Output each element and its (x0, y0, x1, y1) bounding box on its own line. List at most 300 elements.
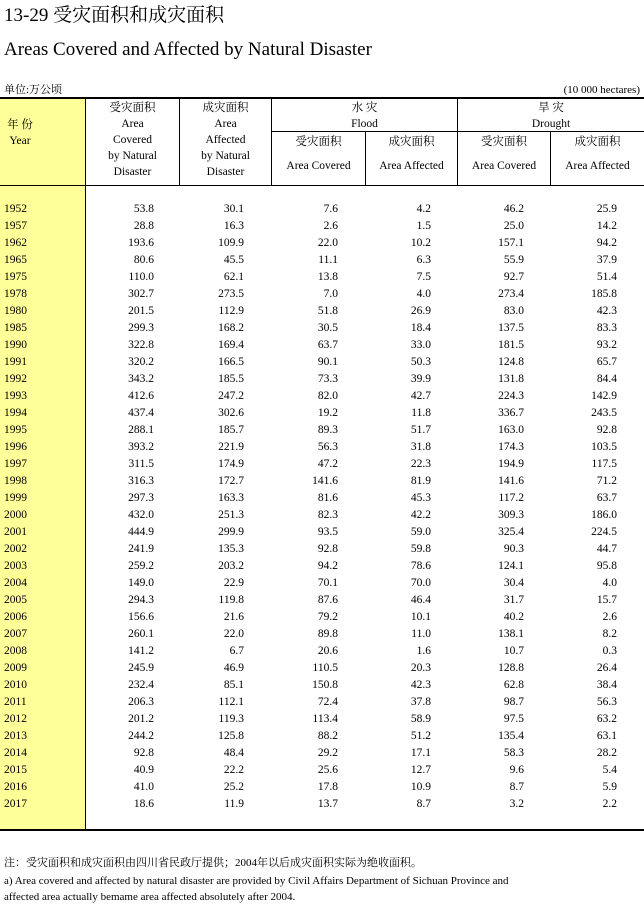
drought-covered-cell: 138.1 (498, 628, 524, 640)
drought-affected-cell: 83.3 (596, 322, 617, 334)
area-affected-cell: 166.5 (218, 356, 244, 368)
disaster-area-table (0, 97, 644, 831)
area-covered-cell: 444.9 (128, 526, 154, 538)
area-affected-cell: 45.5 (223, 254, 244, 266)
drought-affected-cell: 14.2 (596, 220, 617, 232)
flood-affected-cell: 39.9 (410, 373, 431, 385)
year-cell: 1998 (4, 475, 27, 487)
flood-affected-cell: 4.0 (416, 288, 431, 300)
flood-affected-cell: 78.6 (410, 560, 431, 572)
table-row (0, 456, 644, 473)
area-affected-cell: 299.9 (218, 526, 244, 538)
area-affected-cell: 22.0 (223, 628, 244, 640)
year-cell: 1980 (4, 305, 27, 317)
area-covered-cell: 245.9 (128, 662, 154, 674)
area-affected-cell: 169.4 (218, 339, 244, 351)
area-covered-cell: 28.8 (133, 220, 154, 232)
flood-affected-cell: 4.2 (416, 203, 431, 215)
area-affected-cell: 302.6 (218, 407, 244, 419)
area-covered-cell: 18.6 (133, 798, 154, 810)
drought-covered-cell: 46.2 (503, 203, 524, 215)
table-row (0, 694, 644, 711)
area-affected-cell: 221.9 (218, 441, 244, 453)
area-covered-cell: 297.3 (128, 492, 154, 504)
year-cell: 2004 (4, 577, 27, 589)
flood-affected-cell: 58.9 (410, 713, 431, 725)
year-cell: 2002 (4, 543, 27, 555)
flood-affected-cell: 26.9 (410, 305, 431, 317)
drought-covered-cell: 309.3 (498, 509, 524, 521)
drought-affected-cell: 51.4 (596, 271, 617, 283)
table-row (0, 558, 644, 575)
table-row (0, 235, 644, 252)
unit-label-chinese: 单位:万公顷 (4, 84, 63, 96)
table-row (0, 779, 644, 796)
area-covered-cell: 110.0 (128, 271, 154, 283)
table-top-rule (0, 97, 644, 99)
area-affected-cell: 203.2 (218, 560, 244, 572)
area-covered-cell: 412.6 (128, 390, 154, 402)
table-row (0, 473, 644, 490)
area-covered-cell: 40.9 (133, 764, 154, 776)
flood-covered-cell: 82.0 (317, 390, 338, 402)
year-cell: 2014 (4, 747, 27, 759)
table-body (0, 201, 644, 813)
drought-affected-cell: 224.5 (591, 526, 617, 538)
area-covered-cell: 201.2 (128, 713, 154, 725)
area-affected-cell: 119.8 (218, 594, 244, 606)
drought-covered-cell: 90.3 (503, 543, 524, 555)
drought-covered-cell: 40.2 (503, 611, 524, 623)
drought-affected-cell: 38.4 (596, 679, 617, 691)
flood-covered-cell: 29.2 (317, 747, 338, 759)
drought-covered-cell: 273.4 (498, 288, 524, 300)
flood-affected-cell: 59.0 (410, 526, 431, 538)
drought-covered-cell: 157.1 (498, 237, 524, 249)
area-covered-cell: 302.7 (128, 288, 154, 300)
year-cell: 2000 (4, 509, 27, 521)
year-cell: 1985 (4, 322, 27, 334)
table-row (0, 269, 644, 286)
table-row (0, 677, 644, 694)
drought-affected-cell: 42.3 (596, 305, 617, 317)
flood-covered-cell: 2.6 (323, 220, 338, 232)
drought-affected-cell: 63.7 (596, 492, 617, 504)
area-covered-cell: 322.8 (128, 339, 154, 351)
area-covered-cell: 259.2 (128, 560, 154, 572)
year-cell: 2011 (4, 696, 27, 708)
year-cell: 2005 (4, 594, 27, 606)
table-row (0, 252, 644, 269)
area-covered-cell: 311.5 (128, 458, 154, 470)
area-affected-cell: 112.1 (218, 696, 244, 708)
flood-covered-cell: 79.2 (317, 611, 338, 623)
flood-affected-cell: 11.8 (411, 407, 431, 419)
drought-covered-cell: 55.9 (503, 254, 524, 266)
header-drought: 旱 灾 Drought (531, 102, 571, 130)
flood-affected-cell: 17.1 (410, 747, 431, 759)
area-covered-cell: 437.4 (128, 407, 154, 419)
drought-affected-cell: 4.0 (602, 577, 617, 589)
area-covered-cell: 41.0 (133, 781, 154, 793)
area-covered-cell: 80.6 (133, 254, 154, 266)
table-row (0, 354, 644, 371)
flood-affected-cell: 70.0 (410, 577, 431, 589)
flood-covered-cell: 7.6 (323, 203, 338, 215)
flood-covered-cell: 150.8 (312, 679, 338, 691)
drought-affected-cell: 93.2 (596, 339, 617, 351)
area-affected-cell: 85.1 (223, 679, 244, 691)
table-row (0, 439, 644, 456)
area-affected-cell: 119.3 (218, 713, 244, 725)
drought-covered-cell: 62.8 (503, 679, 524, 691)
drought-affected-cell: 84.4 (596, 373, 617, 385)
year-cell: 1996 (4, 441, 27, 453)
table-row (0, 286, 644, 303)
drought-affected-cell: 25.9 (596, 203, 617, 215)
header-year: 年 份 Year (7, 119, 33, 147)
drought-covered-cell: 224.3 (498, 390, 524, 402)
area-affected-cell: 163.3 (218, 492, 244, 504)
page-title-chinese: 13-29 受灾面积和成灾面积 (4, 5, 225, 26)
area-covered-cell: 201.5 (128, 305, 154, 317)
table-row (0, 507, 644, 524)
table-row (0, 388, 644, 405)
drought-covered-cell: 92.7 (503, 271, 524, 283)
area-affected-cell: 30.1 (223, 203, 244, 215)
year-cell: 2012 (4, 713, 27, 725)
year-cell: 1994 (4, 407, 27, 419)
flood-covered-cell: 81.6 (317, 492, 338, 504)
area-affected-cell: 251.3 (218, 509, 244, 521)
flood-covered-cell: 70.1 (317, 577, 338, 589)
area-affected-cell: 168.2 (218, 322, 244, 334)
flood-affected-cell: 37.8 (410, 696, 431, 708)
flood-affected-cell: 51.2 (410, 730, 431, 742)
footnote-english-line-2: affected area actually bemame area affected absolutely after 2004. (4, 891, 296, 903)
area-covered-cell: 260.1 (128, 628, 154, 640)
area-covered-cell: 393.2 (128, 441, 154, 453)
flood-covered-cell: 20.6 (317, 645, 338, 657)
area-affected-cell: 21.6 (223, 611, 244, 623)
flood-covered-cell: 25.6 (317, 764, 338, 776)
drought-affected-cell: 95.8 (596, 560, 617, 572)
drought-covered-cell: 9.6 (509, 764, 524, 776)
area-affected-cell: 135.3 (218, 543, 244, 555)
area-affected-cell: 172.7 (218, 475, 244, 487)
area-covered-cell: 241.9 (128, 543, 154, 555)
flood-affected-cell: 8.7 (416, 798, 431, 810)
drought-affected-cell: 142.9 (591, 390, 617, 402)
year-cell: 1990 (4, 339, 27, 351)
drought-affected-cell: 103.5 (591, 441, 617, 453)
flood-affected-cell: 7.5 (416, 271, 431, 283)
year-cell: 1991 (4, 356, 27, 368)
drought-covered-cell: 135.4 (498, 730, 524, 742)
drought-affected-cell: 94.2 (596, 237, 617, 249)
flood-covered-cell: 73.3 (317, 373, 338, 385)
drought-covered-cell: 124.1 (498, 560, 524, 572)
flood-affected-cell: 6.3 (416, 254, 431, 266)
area-covered-cell: 206.3 (128, 696, 154, 708)
table-row (0, 660, 644, 677)
flood-affected-cell: 22.3 (410, 458, 431, 470)
area-affected-cell: 46.9 (223, 662, 244, 674)
year-cell: 1997 (4, 458, 27, 470)
drought-covered-cell: 30.4 (503, 577, 524, 589)
drought-affected-cell: 117.5 (591, 458, 617, 470)
area-covered-cell: 244.2 (128, 730, 154, 742)
flood-affected-cell: 20.3 (410, 662, 431, 674)
flood-affected-cell: 10.2 (410, 237, 431, 249)
drought-affected-cell: 56.3 (596, 696, 617, 708)
area-affected-cell: 11.9 (224, 798, 244, 810)
drought-affected-cell: 15.7 (596, 594, 617, 606)
year-cell: 2006 (4, 611, 27, 623)
year-cell: 2015 (4, 764, 27, 776)
table-row (0, 575, 644, 592)
flood-covered-cell: 30.5 (317, 322, 338, 334)
area-covered-cell: 156.6 (128, 611, 154, 623)
flood-affected-cell: 59.8 (410, 543, 431, 555)
year-cell: 2010 (4, 679, 27, 691)
year-cell: 1962 (4, 237, 27, 249)
table-row (0, 422, 644, 439)
flood-covered-cell: 56.3 (317, 441, 338, 453)
flood-affected-cell: 10.9 (410, 781, 431, 793)
header-area-covered: 受灾面积 Area Covered by Natural Disaster (108, 102, 157, 178)
area-covered-cell: 299.3 (128, 322, 154, 334)
table-row (0, 762, 644, 779)
area-affected-cell: 16.3 (223, 220, 244, 232)
drought-affected-cell: 8.2 (602, 628, 617, 640)
flood-covered-cell: 11.1 (318, 254, 338, 266)
flood-covered-cell: 94.2 (317, 560, 338, 572)
flood-covered-cell: 13.7 (317, 798, 338, 810)
area-affected-cell: 185.5 (218, 373, 244, 385)
flood-affected-cell: 81.9 (410, 475, 431, 487)
table-bottom-rule (0, 829, 644, 831)
drought-covered-cell: 325.4 (498, 526, 524, 538)
table-row (0, 609, 644, 626)
drought-covered-cell: 137.5 (498, 322, 524, 334)
drought-affected-cell: 185.8 (591, 288, 617, 300)
year-cell: 2003 (4, 560, 27, 572)
flood-covered-cell: 110.5 (312, 662, 338, 674)
flood-affected-cell: 42.2 (410, 509, 431, 521)
flood-covered-cell: 51.8 (317, 305, 338, 317)
flood-covered-cell: 93.5 (317, 526, 338, 538)
flood-covered-cell: 17.8 (317, 781, 338, 793)
drought-covered-cell: 174.3 (498, 441, 524, 453)
year-cell: 1952 (4, 203, 27, 215)
area-affected-cell: 273.5 (218, 288, 244, 300)
year-cell: 2009 (4, 662, 27, 674)
drought-affected-cell: 44.7 (596, 543, 617, 555)
flood-affected-cell: 12.7 (410, 764, 431, 776)
drought-affected-cell: 2.6 (602, 611, 617, 623)
year-cell: 1957 (4, 220, 27, 232)
flood-covered-cell: 92.8 (317, 543, 338, 555)
drought-affected-cell: 65.7 (596, 356, 617, 368)
drought-covered-cell: 336.7 (498, 407, 524, 419)
flood-affected-cell: 45.3 (410, 492, 431, 504)
area-covered-cell: 294.3 (128, 594, 154, 606)
drought-affected-cell: 2.2 (602, 798, 617, 810)
flood-covered-cell: 63.7 (317, 339, 338, 351)
year-cell: 2001 (4, 526, 27, 538)
area-covered-cell: 92.8 (133, 747, 154, 759)
drought-covered-cell: 98.7 (503, 696, 524, 708)
area-covered-cell: 141.2 (128, 645, 154, 657)
flood-covered-cell: 113.4 (312, 713, 338, 725)
table-row (0, 592, 644, 609)
drought-covered-cell: 181.5 (498, 339, 524, 351)
drought-covered-cell: 124.8 (498, 356, 524, 368)
table-row (0, 796, 644, 813)
flood-affected-cell: 46.4 (410, 594, 431, 606)
table-row (0, 405, 644, 422)
area-affected-cell: 109.9 (218, 237, 244, 249)
area-covered-cell: 316.3 (128, 475, 154, 487)
drought-covered-cell: 128.8 (498, 662, 524, 674)
table-row (0, 303, 644, 320)
flood-covered-cell: 88.2 (317, 730, 338, 742)
drought-covered-cell: 31.7 (503, 594, 524, 606)
table-row (0, 728, 644, 745)
drought-covered-cell: 97.5 (503, 713, 524, 725)
drought-affected-cell: 37.9 (596, 254, 617, 266)
flood-covered-cell: 47.2 (317, 458, 338, 470)
flood-covered-cell: 89.8 (317, 628, 338, 640)
table-row (0, 490, 644, 507)
drought-affected-cell: 92.8 (596, 424, 617, 436)
flood-covered-cell: 22.0 (317, 237, 338, 249)
flood-affected-cell: 51.7 (410, 424, 431, 436)
flood-affected-cell: 11.0 (411, 628, 431, 640)
drought-affected-cell: 28.2 (596, 747, 617, 759)
drought-covered-cell: 3.2 (509, 798, 524, 810)
table-row (0, 643, 644, 660)
drought-covered-cell: 25.0 (503, 220, 524, 232)
year-cell: 1975 (4, 271, 27, 283)
area-covered-cell: 320.2 (128, 356, 154, 368)
drought-covered-cell: 83.0 (503, 305, 524, 317)
drought-covered-cell: 131.8 (498, 373, 524, 385)
unit-label-english: (10 000 hectares) (563, 84, 640, 96)
area-affected-cell: 174.9 (218, 458, 244, 470)
area-covered-cell: 53.8 (133, 203, 154, 215)
area-covered-cell: 149.0 (128, 577, 154, 589)
drought-covered-cell: 194.9 (498, 458, 524, 470)
drought-affected-cell: 63.1 (596, 730, 617, 742)
drought-covered-cell: 58.3 (503, 747, 524, 759)
header-bottom-rule (0, 185, 644, 186)
table-row (0, 320, 644, 337)
table-row (0, 201, 644, 218)
area-affected-cell: 125.8 (218, 730, 244, 742)
year-cell: 1995 (4, 424, 27, 436)
flood-affected-cell: 42.3 (410, 679, 431, 691)
year-cell: 2017 (4, 798, 27, 810)
year-cell: 1965 (4, 254, 27, 266)
flood-covered-cell: 7.0 (323, 288, 338, 300)
drought-affected-cell: 243.5 (591, 407, 617, 419)
year-cell: 1993 (4, 390, 27, 402)
flood-affected-cell: 33.0 (410, 339, 431, 351)
drought-affected-cell: 26.4 (596, 662, 617, 674)
flood-affected-cell: 50.3 (410, 356, 431, 368)
flood-covered-cell: 82.3 (317, 509, 338, 521)
flood-affected-cell: 1.5 (416, 220, 431, 232)
drought-affected-cell: 0.3 (602, 645, 617, 657)
year-cell: 2016 (4, 781, 27, 793)
header-flood-affected: 成灾面积 Area Affected (379, 136, 444, 172)
table-row (0, 371, 644, 388)
area-affected-cell: 22.2 (223, 764, 244, 776)
drought-affected-cell: 186.0 (591, 509, 617, 521)
year-cell: 2008 (4, 645, 27, 657)
flood-covered-cell: 13.8 (317, 271, 338, 283)
flood-covered-cell: 72.4 (317, 696, 338, 708)
area-affected-cell: 25.2 (223, 781, 244, 793)
header-area-affected: 成灾面积 Area Affected by Natural Disaster (201, 102, 250, 178)
flood-covered-cell: 87.6 (317, 594, 338, 606)
area-affected-cell: 62.1 (223, 271, 244, 283)
drought-affected-cell: 71.2 (596, 475, 617, 487)
flood-covered-cell: 89.3 (317, 424, 338, 436)
flood-affected-cell: 18.4 (410, 322, 431, 334)
drought-covered-cell: 141.6 (498, 475, 524, 487)
area-covered-cell: 432.0 (128, 509, 154, 521)
flood-affected-cell: 31.8 (410, 441, 431, 453)
year-cell: 2013 (4, 730, 27, 742)
area-affected-cell: 48.4 (223, 747, 244, 759)
footnote-chinese: 注：受灾面积和成灾面积由四川省民政厅提供；2004年以后成灾面积实际为绝收面积。 (4, 857, 422, 869)
flood-affected-cell: 10.1 (410, 611, 431, 623)
flood-affected-cell: 1.6 (416, 645, 431, 657)
year-cell: 1978 (4, 288, 27, 300)
drought-affected-cell: 5.9 (602, 781, 617, 793)
drought-covered-cell: 163.0 (498, 424, 524, 436)
area-affected-cell: 6.7 (229, 645, 244, 657)
table-row (0, 745, 644, 762)
page-title-english: Areas Covered and Affected by Natural Disaster (4, 39, 372, 60)
year-cell: 2007 (4, 628, 27, 640)
year-cell: 1992 (4, 373, 27, 385)
drought-affected-cell: 5.4 (602, 764, 617, 776)
table-row (0, 337, 644, 354)
flood-covered-cell: 141.6 (312, 475, 338, 487)
area-affected-cell: 185.7 (218, 424, 244, 436)
area-affected-cell: 22.9 (223, 577, 244, 589)
flood-covered-cell: 90.1 (317, 356, 338, 368)
table-row (0, 626, 644, 643)
header-flood-covered: 受灾面积 Area Covered (286, 136, 351, 172)
area-covered-cell: 232.4 (128, 679, 154, 691)
drought-covered-cell: 8.7 (509, 781, 524, 793)
flood-affected-cell: 42.7 (410, 390, 431, 402)
table-row (0, 524, 644, 541)
table-row (0, 711, 644, 728)
flood-covered-cell: 19.2 (317, 407, 338, 419)
header-drought-covered: 受灾面积 Area Covered (471, 136, 537, 172)
drought-covered-cell: 117.2 (498, 492, 524, 504)
area-affected-cell: 112.9 (218, 305, 244, 317)
drought-affected-cell: 63.2 (596, 713, 617, 725)
table-row (0, 218, 644, 235)
header-flood: 水 灾 Flood (351, 102, 378, 130)
